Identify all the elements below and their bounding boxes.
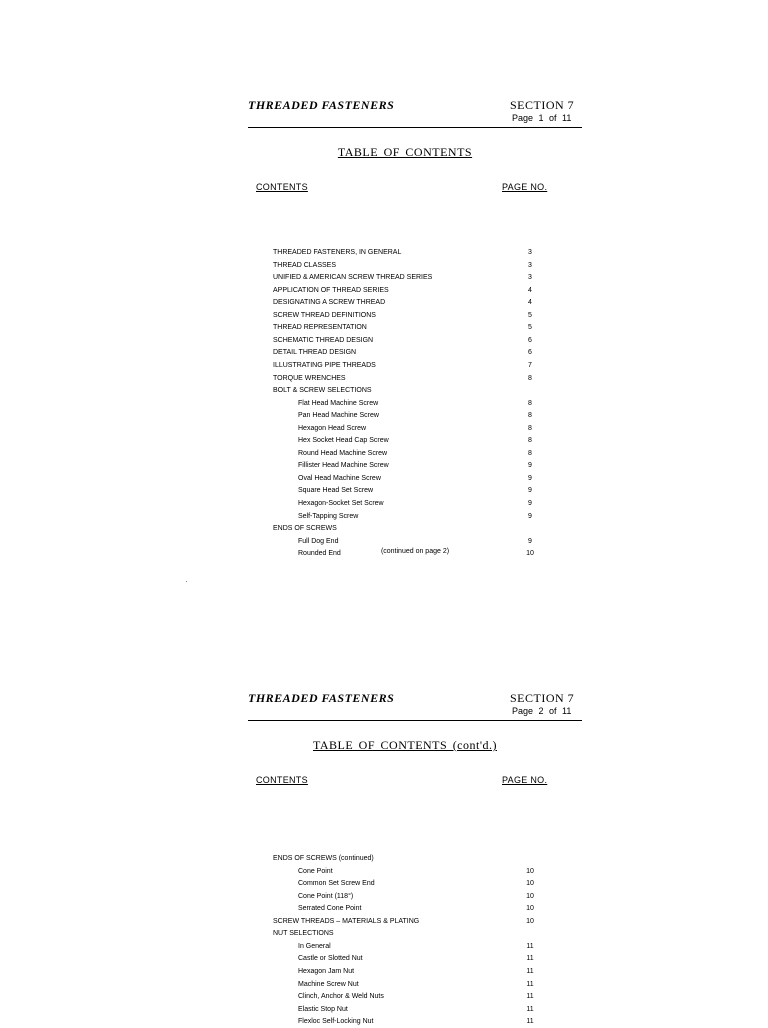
toc-entry-label: THREAD CLASSES [273,261,337,269]
toc-entry-label: Oval Head Machine Screw [298,474,381,482]
toc-entry-label: DETAIL THREAD DESIGN [273,349,357,357]
toc-entry-page-number: 8 [528,424,532,432]
toc-entry-page-number: 11 [526,955,534,963]
toc-entry-label: Hexagon-Socket Set Screw [298,500,384,507]
toc-entry [248,310,582,322]
toc-entry [248,297,582,309]
toc-entry [248,373,582,385]
section-label: SECTION 7 [510,98,575,112]
document-page-2 [248,691,582,1026]
toc-entry-page-number: 8 [528,374,532,382]
page-header [248,98,582,138]
page-header [248,691,582,731]
toc-entry [248,536,582,548]
toc-entry-label: Self-Tapping Screw [298,512,359,520]
toc-entry-label: In General [298,942,331,950]
toc-entry [248,423,582,435]
toc-entry-page-number: 3 [528,274,532,282]
toc-entry [248,916,582,928]
page-number-info: Page 1 of 11 [512,113,572,123]
toc-entry-page-number: 9 [528,500,532,507]
document-page-1 [248,98,582,558]
toc-entry [248,903,582,915]
toc-entry [248,485,582,497]
toc-entry [248,891,582,903]
toc-entry-label: BOLT & SCREW SELECTIONS [273,387,372,395]
toc-entry-label: Flat Head Machine Screw [298,399,379,407]
toc-entry-label: Rounded End [298,550,341,558]
toc-entry-label: ILLUSTRATING PIPE THREADS [273,361,376,369]
toc-title: TABLE OF CONTENTS [337,145,473,159]
toc-entry-label: UNIFIED & AMERICAN SCREW THREAD SERIES [273,274,433,282]
toc-title: TABLE OF CONTENTS (cont'd.) [312,738,498,752]
toc-entry-page-number: 3 [528,249,532,256]
toc-entry-label: ENDS OF SCREWS [273,525,337,533]
toc-entry-label: Flexloc Self-Locking Nut [298,1018,374,1026]
toc-entry [248,878,582,890]
toc-entry [248,991,582,1003]
toc-entry-label: Fillister Head Machine Screw [298,462,389,470]
toc-entry-label: Machine Screw Nut [298,980,359,988]
toc-entry-page-number: 8 [528,399,532,407]
toc-entry [248,966,582,978]
toc-entry-page-number: 10 [526,550,534,558]
toc-entry [248,448,582,460]
toc-entry-label: DESIGNATING A SCREW THREAD [273,299,386,307]
toc-entry-label: Cone Point [298,867,333,875]
header-rule [248,127,582,128]
toc-entry [248,435,582,447]
contents-column-heading: CONTENTS [256,775,308,785]
toc-entry-label: ENDS OF SCREWS (continued) [273,855,374,862]
toc-entry-page-number: 9 [528,474,532,482]
toc-entry-page-number: 4 [528,286,532,294]
toc-entry-label: Hex Socket Head Cap Screw [298,437,389,445]
toc-entry [248,498,582,510]
toc-entry-label: Common Set Screw End [298,880,375,888]
toc-entry [248,928,582,940]
toc-entry-label: Pan Head Machine Screw [298,412,379,420]
toc-entry [248,953,582,965]
toc-entry [248,941,582,953]
section-label: SECTION 7 [510,691,575,705]
document-title: THREADED FASTENERS [248,691,395,705]
toc-entry [248,473,582,485]
toc-entry [248,385,582,397]
toc-entry-page-number: 3 [528,261,532,269]
toc-entry-label: Clinch, Anchor & Weld Nuts [298,993,384,1001]
toc-entry-page-number: 11 [526,1005,534,1013]
toc-entry [248,272,582,284]
toc-entry-label: Serrated Cone Point [298,905,362,913]
toc-entry-page-number: 4 [528,299,532,307]
toc-entry-page-number: 8 [528,412,532,420]
toc-entry-label: SCREW THREADS – MATERIALS & PLATING [273,917,420,925]
toc-entry-page-number: 9 [528,512,532,520]
toc-entry [248,410,582,422]
toc-entry-page-number: 11 [526,980,534,988]
stray-mark [186,581,187,582]
toc-entry-page-number: 10 [526,880,534,888]
header-rule [248,720,582,721]
toc-entry-page-number: 9 [528,462,532,470]
toc-entry-page-number: 10 [526,892,534,900]
toc-entry-label: Square Head Set Screw [298,487,374,495]
toc-entry [248,335,582,347]
toc-entry-page-number: 11 [526,967,534,975]
toc-entry-page-number: 5 [528,311,532,319]
toc-entry-label: Cone Point (118°) [298,892,354,900]
continued-note: (continued on page 2) [380,548,450,555]
toc-entry-page-number: 11 [526,993,534,1001]
toc-entry-label: THREAD REPRESENTATION [273,324,367,332]
toc-entry-page-number: 7 [528,361,532,369]
toc-entry-page-number: 5 [528,324,532,332]
toc-entry-page-number: 8 [528,449,532,457]
toc-entry [248,1016,582,1028]
page-no-column-heading: PAGE NO. [502,775,548,785]
toc-entry [248,398,582,410]
toc-entry-label: Castle or Slotted Nut [298,955,363,963]
toc-entry-page-number: 10 [526,905,534,913]
toc-entry-label: TORQUE WRENCHES [273,374,346,382]
toc-entry [248,866,582,878]
toc-entry-page-number: 11 [526,942,534,950]
toc-entry-label: THREADED FASTENERS, IN GENERAL [273,249,402,256]
toc-entry-page-number: 9 [528,537,532,545]
toc-entry-label: Elastic Stop Nut [298,1005,348,1013]
toc-entry [248,260,582,272]
toc-entry [248,979,582,991]
toc-entry [248,460,582,472]
toc-entry-page-number: 6 [528,336,532,344]
toc-entry [248,247,582,259]
toc-entry-page-number: 8 [528,437,532,445]
toc-entry-label: NUT SELECTIONS [273,930,334,938]
toc-entry-label: SCHEMATIC THREAD DESIGN [273,336,374,344]
toc-entry [248,853,582,865]
toc-entry [248,523,582,535]
toc-entry [248,322,582,334]
toc-entry-label: Hexagon Jam Nut [298,967,355,975]
toc-entry-label: APPLICATION OF THREAD SERIES [273,286,389,294]
toc-entry [248,285,582,297]
toc-entry [248,511,582,523]
toc-entry-label: Full Dog End [298,537,339,545]
toc-entry-page-number: 10 [526,917,534,925]
toc-entry [248,360,582,372]
toc-entry-page-number: 9 [528,487,532,495]
toc-entry-page-number: 10 [526,867,534,875]
toc-entry-label: SCREW THREAD DEFINITIONS [273,311,376,319]
page-number-info: Page 2 of 11 [512,706,572,716]
toc-entry [248,347,582,359]
toc-entry-page-number: 11 [526,1018,534,1026]
page-no-column-heading: PAGE NO. [502,182,548,192]
toc-entry-page-number: 6 [528,349,532,357]
toc-entry [248,1004,582,1016]
document-title: THREADED FASTENERS [248,98,395,112]
toc-entry-label: Hexagon Head Screw [298,424,367,432]
toc-entry-label: Round Head Machine Screw [298,449,388,457]
contents-column-heading: CONTENTS [256,182,308,192]
